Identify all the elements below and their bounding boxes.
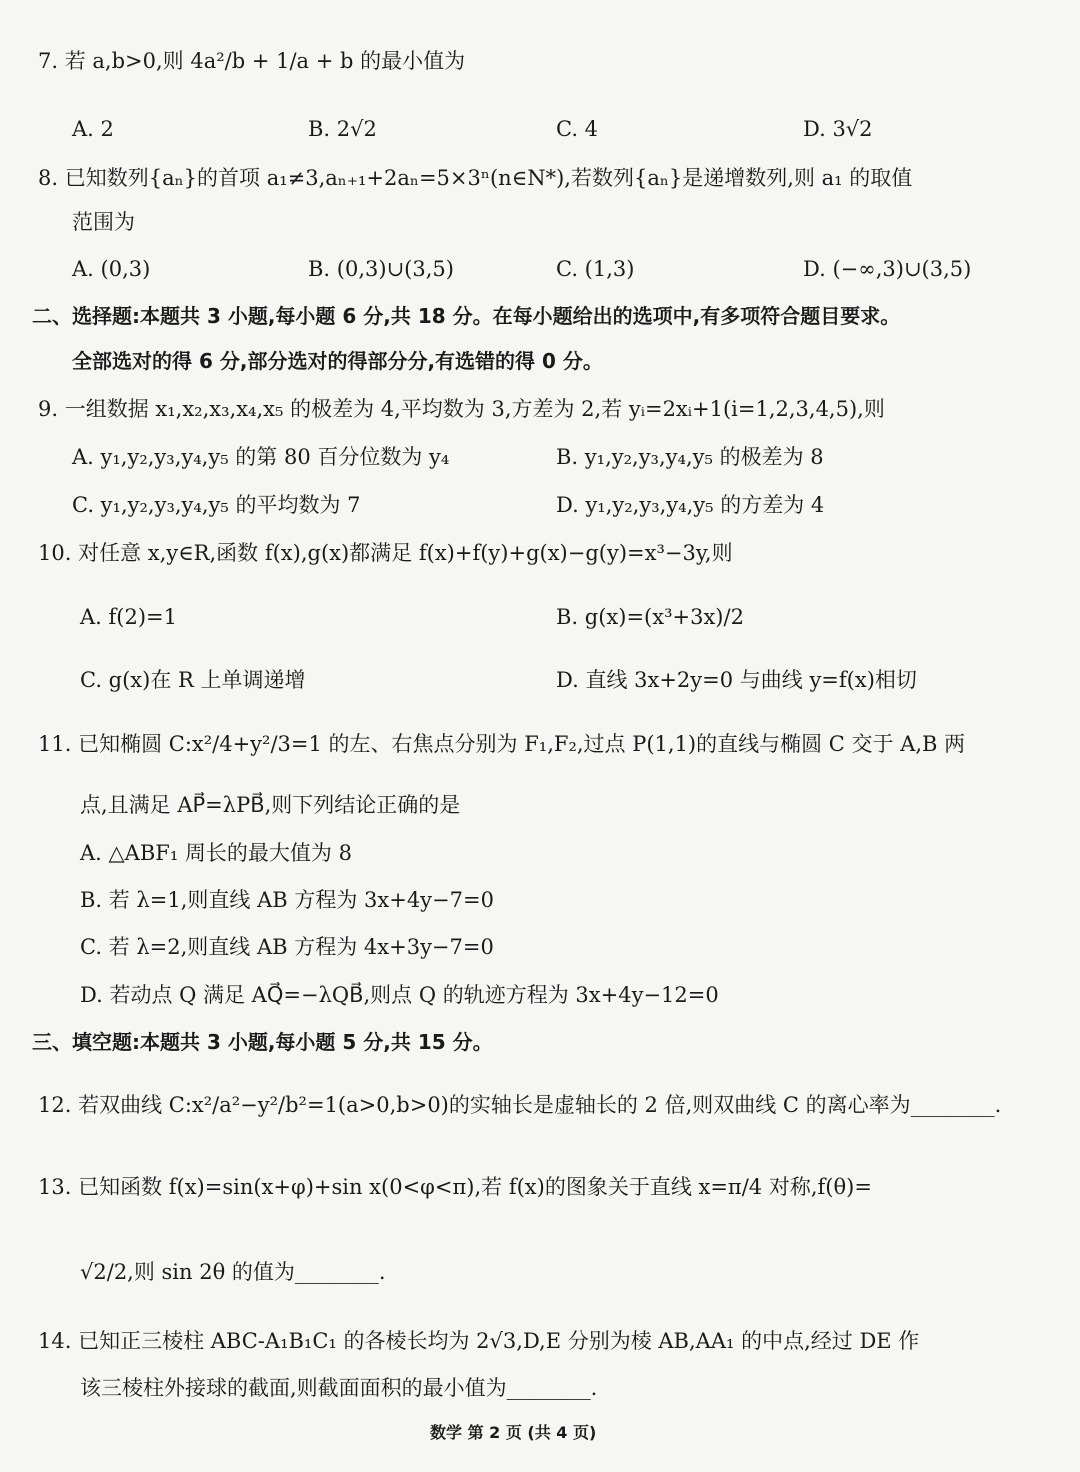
q10-option-d: D. 直线 3x+2y=0 与曲线 y=f(x)相切	[556, 668, 917, 692]
q11-option-d: D. 若动点 Q 满足 AQ⃗=−λQB⃗,则点 Q 的轨迹方程为 3x+4y−12=0	[80, 983, 719, 1007]
q11-option-b: B. 若 λ=1,则直线 AB 方程为 3x+4y−7=0	[80, 888, 494, 912]
q8-option-a: A. (0,3)	[72, 257, 151, 281]
q7-option-a: A. 2	[72, 117, 114, 141]
section-2-heading: 二、选择题:本题共 3 小题,每小题 6 分,共 18 分。在每小题给出的选项中,有多项符合题目要求。	[32, 304, 901, 328]
q9-option-a: A. y₁,y₂,y₃,y₄,y₅ 的第 80 百分位数为 y₄	[72, 445, 450, 469]
q7-option-c: C. 4	[556, 117, 599, 141]
question-7-stem: 7. 若 a,b>0,则 4a²/b + 1/a + b 的最小值为	[38, 49, 466, 73]
q11-option-c: C. 若 λ=2,则直线 AB 方程为 4x+3y−7=0	[80, 935, 494, 959]
question-11-stem-cont: 点,且满足 AP⃗=λPB⃗,则下列结论正确的是	[80, 793, 461, 817]
q9-option-c: C. y₁,y₂,y₃,y₄,y₅ 的平均数为 7	[72, 493, 361, 517]
question-13-stem: 13. 已知函数 f(x)=sin(x+φ)+sin x(0<φ<π),若 f(x)的图象关于直线 x=π/4 对称,f(θ)=	[38, 1175, 872, 1199]
question-8-stem-cont: 范围为	[72, 210, 135, 234]
q10-option-c: C. g(x)在 R 上单调递增	[80, 668, 306, 692]
q10-option-a: A. f(2)=1	[80, 605, 177, 629]
q10-option-b: B. g(x)=(x³+3x)/2	[556, 605, 744, 629]
q11-option-a: A. △ABF₁ 周长的最大值为 8	[80, 841, 352, 865]
q7-option-d: D. 3√2	[803, 117, 873, 141]
question-9-stem: 9. 一组数据 x₁,x₂,x₃,x₄,x₅ 的极差为 4,平均数为 3,方差为 2,若 yᵢ=2xᵢ+1(i=1,2,3,4,5),则	[38, 397, 885, 421]
page-footer: 数学 第 2 页 (共 4 页)	[430, 1423, 597, 1442]
q7-option-b: B. 2√2	[308, 117, 377, 141]
q8-option-c: C. (1,3)	[556, 257, 635, 281]
question-13-stem-cont: √2/2,则 sin 2θ 的值为________.	[80, 1260, 386, 1284]
question-8-stem: 8. 已知数列{aₙ}的首项 a₁≠3,aₙ₊₁+2aₙ=5×3ⁿ(n∈N*),若数列{aₙ}是递增数列,则 a₁ 的取值	[38, 166, 913, 190]
q8-option-b: B. (0,3)∪(3,5)	[308, 257, 454, 281]
question-11-stem: 11. 已知椭圆 C:x²/4+y²/3=1 的左、右焦点分别为 F₁,F₂,过点 P(1,1)的直线与椭圆 C 交于 A,B 两	[38, 732, 966, 756]
question-10-stem: 10. 对任意 x,y∈R,函数 f(x),g(x)都满足 f(x)+f(y)+g(x)−g(y)=x³−3y,则	[38, 541, 733, 565]
q9-option-b: B. y₁,y₂,y₃,y₄,y₅ 的极差为 8	[556, 445, 824, 469]
question-14-stem: 14. 已知正三棱柱 ABC-A₁B₁C₁ 的各棱长均为 2√3,D,E 分别为棱 AB,AA₁ 的中点,经过 DE 作	[38, 1329, 920, 1353]
q9-option-d: D. y₁,y₂,y₃,y₄,y₅ 的方差为 4	[556, 493, 825, 517]
section-3-heading: 三、填空题:本题共 3 小题,每小题 5 分,共 15 分。	[32, 1030, 493, 1054]
question-12-stem: 12. 若双曲线 C:x²/a²−y²/b²=1(a>0,b>0)的实轴长是虚轴长的 2 倍,则双曲线 C 的离心率为________.	[38, 1093, 1002, 1117]
section-2-heading-cont: 全部选对的得 6 分,部分选对的得部分分,有选错的得 0 分。	[72, 349, 603, 373]
question-14-stem-cont: 该三棱柱外接球的截面,则截面面积的最小值为________.	[80, 1376, 598, 1400]
q8-option-d: D. (−∞,3)∪(3,5)	[803, 257, 972, 281]
